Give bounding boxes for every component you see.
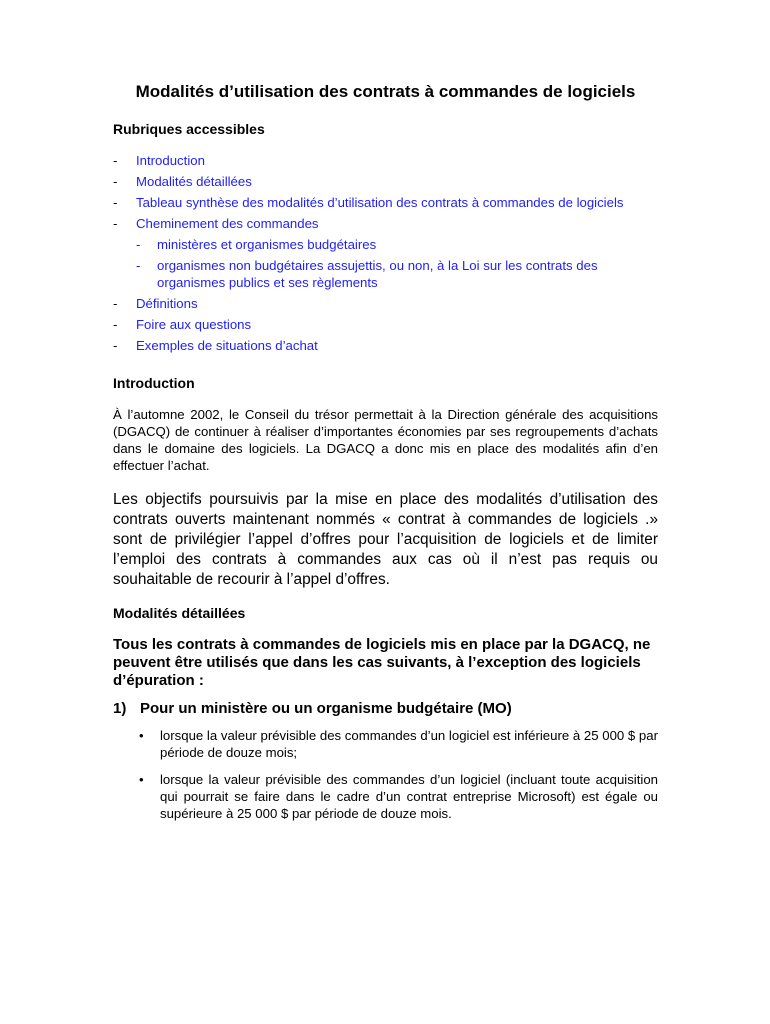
bullet-text: lorsque la valeur prévisible des commandes d’un logiciel (incluant toute acquisition qui pourrait se faire dans le cadre d’un contrat entreprise Microsoft) est égale ou supérieure à 25 000 $ par période de douze mois.: [160, 772, 658, 821]
toc-link-modalites[interactable]: Modalités détaillées: [136, 174, 252, 189]
toc-link-exemples[interactable]: Exemples de situations d’achat: [136, 338, 318, 353]
toc-link-organismes[interactable]: organismes non budgétaires assujettis, ou non, à la Loi sur les contrats des organismes publics et ses règlements: [157, 258, 598, 290]
introduction-paragraph: À l’automne 2002, le Conseil du trésor permettait à la Direction générale des acquisitions (DGACQ) de continuer à réaliser d’importantes économies par ses regroupements d’achats dans le domaine des logiciels. La DGACQ a donc mis en place des modalités afin d’en effectuer l’achat.: [113, 407, 658, 473]
case-number: 1): [113, 700, 127, 717]
toc-subitem-organismes: [136, 257, 658, 291]
dash-marker: -: [136, 258, 141, 273]
dash-marker: -: [136, 237, 141, 252]
document-title: Modalités d’utilisation des contrats à commandes de logiciels: [135, 82, 636, 101]
toc-link-definitions[interactable]: Définitions: [136, 296, 198, 311]
toc-link-cheminement[interactable]: Cheminement des commandes: [136, 216, 319, 231]
dash-marker: -: [113, 317, 118, 332]
dash-marker: -: [113, 153, 118, 168]
introduction-heading: Introduction: [113, 375, 195, 391]
bullet-text: lorsque la valeur prévisible des commandes d’un logiciel est inférieure à 25 000 $ par période de douze mois;: [160, 728, 658, 760]
toc-item-tableau: [113, 194, 658, 211]
bullet-marker: •: [139, 772, 144, 787]
toc-item-introduction: [113, 152, 658, 169]
case-1-heading: [113, 700, 658, 718]
toc-subitem-ministeres: [136, 236, 658, 253]
list-item: [113, 771, 658, 822]
dash-marker: -: [113, 296, 118, 311]
toc-link-tableau[interactable]: Tableau synthèse des modalités d’utilisation des contrats à commandes de logiciels: [136, 195, 624, 210]
case-1-bullet-list: [113, 727, 658, 822]
table-of-contents: [113, 152, 658, 354]
modalites-heading: Modalités détaillées: [113, 605, 246, 621]
toc-heading: Rubriques accessibles: [113, 121, 265, 137]
toc-item-cheminement: [113, 215, 658, 291]
dash-marker: -: [113, 174, 118, 189]
toc-item-exemples: [113, 337, 658, 354]
toc-item-definitions: [113, 295, 658, 312]
toc-item-faq: [113, 316, 658, 333]
dash-marker: -: [113, 338, 118, 353]
toc-link-ministeres[interactable]: ministères et organismes budgétaires: [157, 237, 377, 252]
document-page: [113, 80, 658, 832]
list-item: [113, 727, 658, 761]
toc-link-faq[interactable]: Foire aux questions: [136, 317, 252, 332]
dash-marker: -: [113, 195, 118, 210]
case-title: Pour un ministère ou un organisme budgétaire (MO): [140, 700, 512, 717]
dash-marker: -: [113, 216, 118, 231]
objectives-paragraph: Les objectifs poursuivis par la mise en place des modalités d’utilisation des contrats ouverts maintenant nommés « contrat à commandes de logiciels .» sont de privilégier l’appel d’offres pour l’acquisition de logiciels et de limiter l’emploi des contrats à commandes aux cas où il n’est pas requis ou souhaitable de recourir à l’appel d’offres.: [113, 491, 658, 588]
bullet-marker: •: [139, 728, 144, 743]
toc-sublist: [136, 236, 658, 291]
toc-link-introduction[interactable]: Introduction: [136, 153, 205, 168]
toc-item-modalites: [113, 173, 658, 190]
contracts-usage-statement: Tous les contrats à commandes de logiciels mis en place par la DGACQ, ne peuvent être utilisés que dans les cas suivants, à l’exception des logiciels d’épuration :: [113, 636, 651, 689]
